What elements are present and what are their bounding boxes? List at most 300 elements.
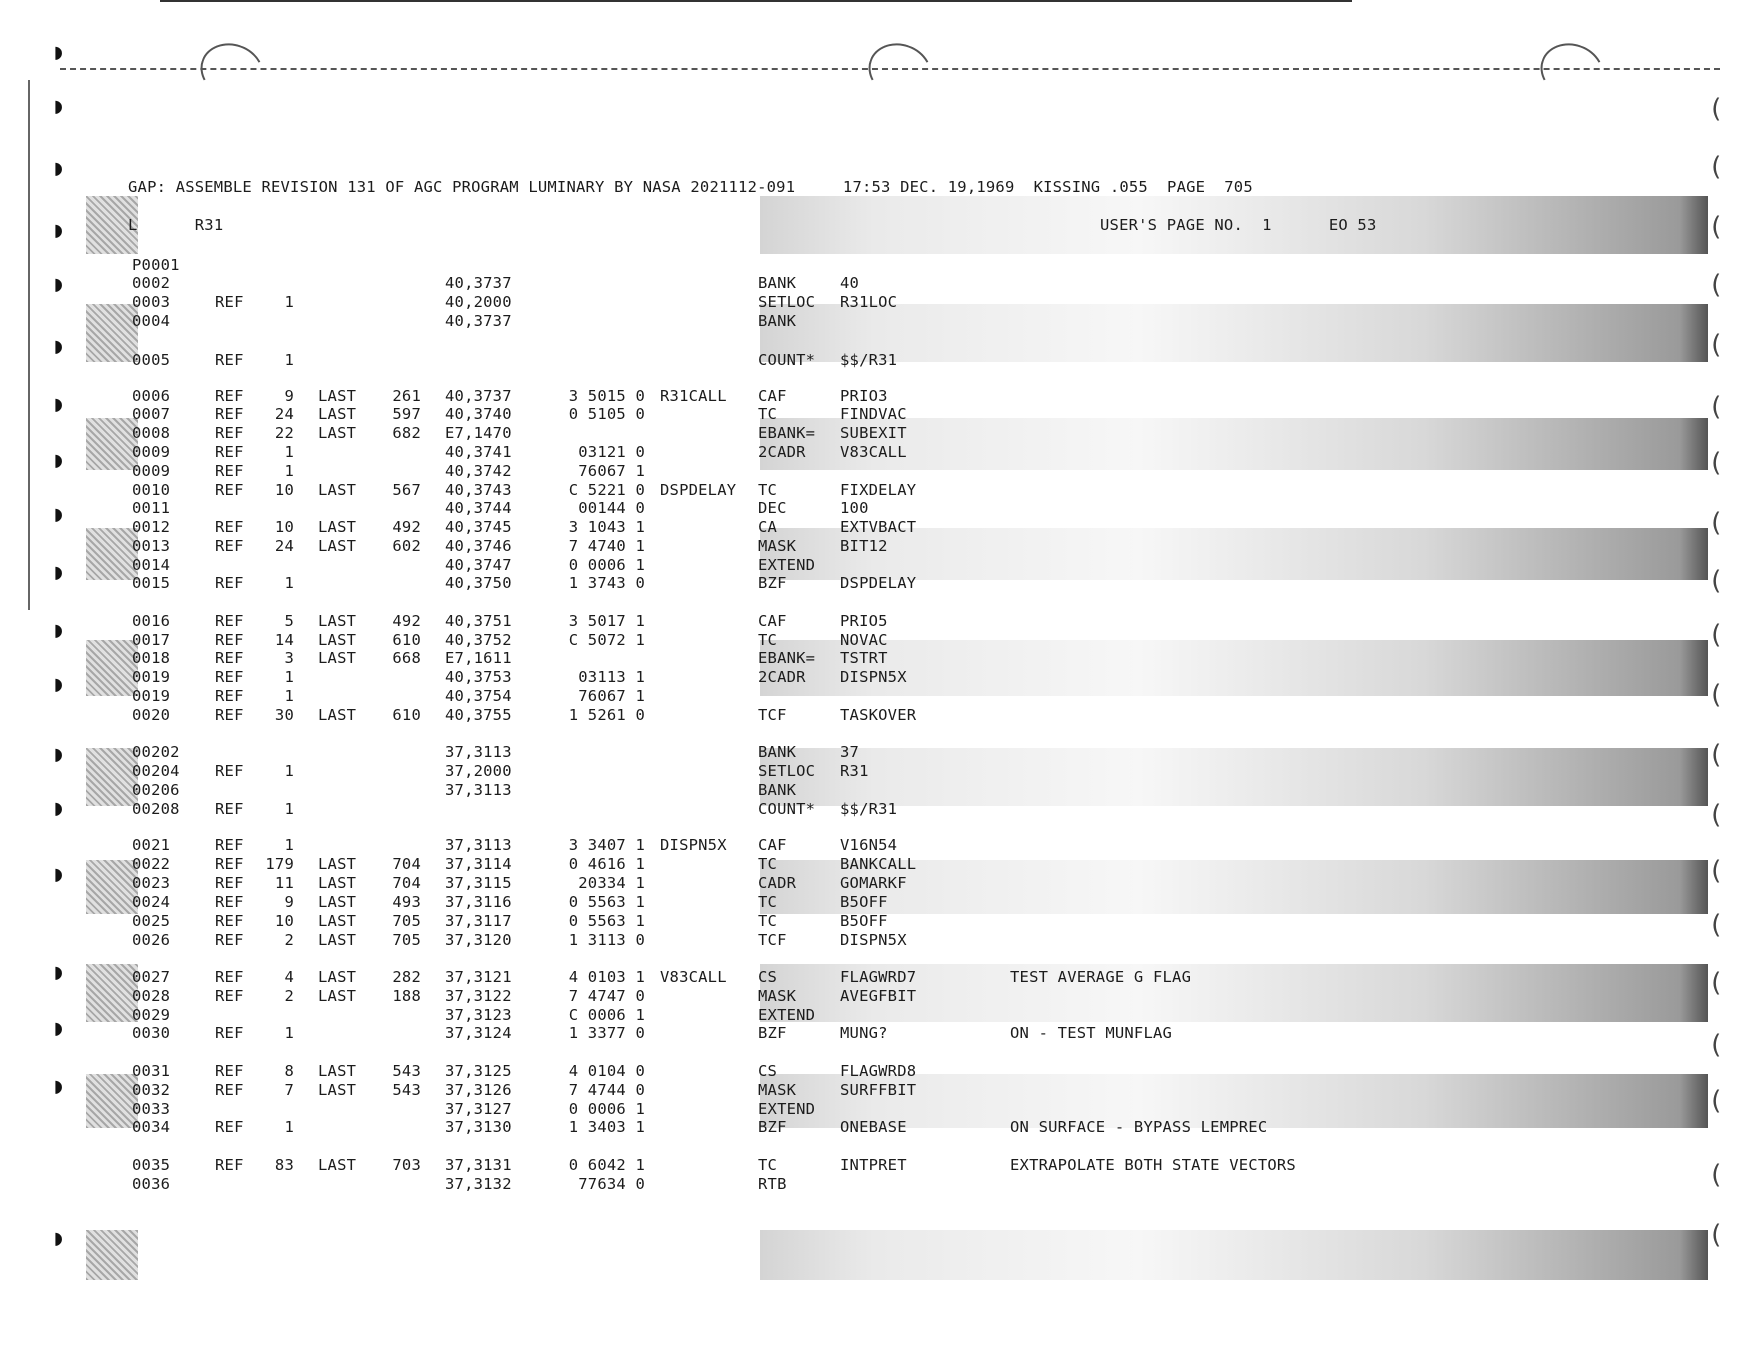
cell-op: MASK [758, 1081, 797, 1099]
cell-op: TCF [758, 706, 787, 724]
cell-ref: REF [215, 405, 244, 423]
cell-lastnum: 492 [392, 518, 421, 536]
cell-addr: 37,3121 [445, 968, 512, 986]
header-title: GAP: ASSEMBLE REVISION 131 OF AGC PROGRAM LUMINARY BY NASA 2021112-091 [128, 178, 796, 196]
clip-mark: ◗ [52, 796, 66, 821]
cell-op: SETLOC [758, 762, 816, 780]
cell-word: 1 3403 1 [568, 1118, 645, 1136]
cell-op: CA [758, 518, 778, 536]
cell-op: MASK [758, 987, 797, 1005]
clip-mark: ◗ [52, 1226, 66, 1251]
binder-hole [193, 35, 272, 108]
binder-hole [1533, 35, 1612, 108]
cell-word: 3 5015 0 [568, 387, 645, 405]
cell-ref: REF [215, 987, 244, 1005]
cell-count: 10 [274, 912, 294, 930]
cell-operand: ONEBASE [840, 1118, 907, 1136]
margin-mark: ( [1708, 740, 1724, 770]
cell-lastnum: 610 [392, 631, 421, 649]
cell-op: BZF [758, 574, 787, 592]
cell-addr: 40,2000 [445, 293, 512, 311]
cell-ref: REF [215, 762, 244, 780]
cell-ref: REF [215, 631, 244, 649]
cell-ref: REF [215, 874, 244, 892]
cell-addr: 40,3737 [445, 312, 512, 330]
cell-word: 77634 0 [578, 1175, 645, 1193]
margin-mark: ( [1708, 152, 1724, 182]
cell-op: COUNT* [758, 351, 816, 369]
cell-operand: INTPRET [840, 1156, 907, 1174]
cell-last: LAST [318, 874, 357, 892]
cell-ref: REF [215, 912, 244, 930]
cell-addr: 40,3740 [445, 405, 512, 423]
cell-label: DSPDELAY [660, 481, 737, 499]
cell-addr: 37,3132 [445, 1175, 512, 1193]
cell-op: TC [758, 481, 778, 499]
cell-addr: 37,3131 [445, 1156, 512, 1174]
cell-seq: 0018 [132, 649, 171, 667]
cell-seq: 0011 [132, 499, 171, 517]
cell-lastnum: 261 [392, 387, 421, 405]
cell-addr: 37,2000 [445, 762, 512, 780]
cell-op: RTB [758, 1175, 787, 1193]
cell-addr: E7,1611 [445, 649, 512, 667]
clip-mark: ◗ [52, 502, 66, 527]
cell-ref: REF [215, 424, 244, 442]
cell-last: LAST [318, 481, 357, 499]
cell-ref: REF [215, 855, 244, 873]
cell-operand: PRIO5 [840, 612, 888, 630]
cell-op: TC [758, 893, 778, 911]
cell-count: 1 [284, 668, 294, 686]
cell-lastnum: 493 [392, 893, 421, 911]
cell-addr: 37,3120 [445, 931, 512, 949]
cell-seq: 0019 [132, 668, 171, 686]
cell-label: V83CALL [660, 968, 727, 986]
cell-word: 1 3377 0 [568, 1024, 645, 1042]
cell-op: 2CADR [758, 443, 806, 461]
cell-seq: 00204 [132, 762, 180, 780]
cell-op: BZF [758, 1118, 787, 1136]
cell-count: 1 [284, 800, 294, 818]
margin-mark: ( [1708, 1086, 1724, 1116]
listing-header [128, 178, 1253, 196]
cell-last: LAST [318, 706, 357, 724]
margin-mark: ( [1708, 1220, 1724, 1250]
cell-last: LAST [318, 518, 357, 536]
cell-op: EXTEND [758, 556, 816, 574]
cell-lastnum: 282 [392, 968, 421, 986]
cell-op: BANK [758, 274, 797, 292]
margin-mark: ( [1708, 680, 1724, 710]
cell-operand: R31LOC [840, 293, 898, 311]
cell-word: 03113 1 [578, 668, 645, 686]
cell-op: TC [758, 855, 778, 873]
cell-addr: 40,3755 [445, 706, 512, 724]
cell-lastnum: 668 [392, 649, 421, 667]
cell-last: LAST [318, 424, 357, 442]
shading-band-left [86, 1074, 138, 1128]
cell-addr: 37,3124 [445, 1024, 512, 1042]
subheader-prefix: L [128, 216, 138, 234]
cell-word: 7 4744 0 [568, 1081, 645, 1099]
cell-op: TC [758, 405, 778, 423]
cell-op: TC [758, 912, 778, 930]
cell-op: BANK [758, 781, 797, 799]
cell-operand: NOVAC [840, 631, 888, 649]
clip-mark: ◗ [52, 742, 66, 767]
margin-mark: ( [1708, 620, 1724, 650]
cell-word: 3 5017 1 [568, 612, 645, 630]
cell-operand: $$/R31 [840, 800, 898, 818]
cell-ref: REF [215, 1024, 244, 1042]
clip-mark: ◗ [52, 218, 66, 243]
cell-word: 4 0103 1 [568, 968, 645, 986]
cell-addr: 40,3745 [445, 518, 512, 536]
cell-seq: 0030 [132, 1024, 171, 1042]
shading-band-left [86, 964, 138, 1022]
cell-operand: V83CALL [840, 443, 907, 461]
cell-operand: DISPN5X [840, 931, 907, 949]
cell-operand: B5OFF [840, 893, 888, 911]
cell-operand: DSPDELAY [840, 574, 917, 592]
cell-ref: REF [215, 537, 244, 555]
cell-last: LAST [318, 931, 357, 949]
cell-seq: 0036 [132, 1175, 171, 1193]
cell-operand: SUBEXIT [840, 424, 907, 442]
cell-seq: 0015 [132, 574, 171, 592]
cell-word: 76067 1 [578, 687, 645, 705]
routine-name: R31 [194, 216, 224, 234]
cell-op: SETLOC [758, 293, 816, 311]
cell-count: 22 [274, 424, 294, 442]
cell-ref: REF [215, 387, 244, 405]
cell-ref: REF [215, 968, 244, 986]
cell-last: LAST [318, 612, 357, 630]
cell-ref: REF [215, 1156, 244, 1174]
cell-ref: REF [215, 574, 244, 592]
cell-seq: 0025 [132, 912, 171, 930]
margin-mark: ( [1708, 448, 1724, 478]
cell-count: 8 [284, 1062, 294, 1080]
cell-addr: 37,3125 [445, 1062, 512, 1080]
cell-lastnum: 597 [392, 405, 421, 423]
cell-count: 14 [274, 631, 294, 649]
cell-op: EBANK= [758, 649, 816, 667]
cell-word: 0 6042 1 [568, 1156, 645, 1174]
cell-word: 00144 0 [578, 499, 645, 517]
cell-seq: 0005 [132, 351, 171, 369]
cell-op: BZF [758, 1024, 787, 1042]
cell-word: 3 3407 1 [568, 836, 645, 854]
cell-operand: TASKOVER [840, 706, 917, 724]
cell-lastnum: 543 [392, 1081, 421, 1099]
cell-comment: ON SURFACE - BYPASS LEMPREC [1010, 1118, 1268, 1136]
cell-addr: 37,3122 [445, 987, 512, 1005]
clip-mark: ◗ [52, 618, 66, 643]
cell-ref: REF [215, 351, 244, 369]
cell-seq: 0023 [132, 874, 171, 892]
cell-word: 0 0006 1 [568, 556, 645, 574]
cell-op: EXTEND [758, 1100, 816, 1118]
cell-operand: 37 [840, 743, 860, 761]
cell-count: 7 [284, 1081, 294, 1099]
clip-mark: ◗ [52, 672, 66, 697]
cell-op: MASK [758, 537, 797, 555]
cell-ref: REF [215, 706, 244, 724]
cell-op: TC [758, 631, 778, 649]
cell-last: LAST [318, 1081, 357, 1099]
cell-last: LAST [318, 855, 357, 873]
cell-lastnum: 704 [392, 874, 421, 892]
cell-op: COUNT* [758, 800, 816, 818]
cell-op: EBANK= [758, 424, 816, 442]
cell-ref: REF [215, 612, 244, 630]
cell-seq: 00208 [132, 800, 180, 818]
cell-addr: 40,3746 [445, 537, 512, 555]
cell-seq: 0035 [132, 1156, 171, 1174]
cell-ref: REF [215, 836, 244, 854]
cell-last: LAST [318, 405, 357, 423]
cell-seq: 0026 [132, 931, 171, 949]
cell-ref: REF [215, 1118, 244, 1136]
cell-seq: 0014 [132, 556, 171, 574]
users-page-label: USER'S PAGE NO. [1100, 216, 1243, 234]
cell-addr: 37,3123 [445, 1006, 512, 1024]
cell-lastnum: 705 [392, 931, 421, 949]
cell-last: LAST [318, 387, 357, 405]
cell-ref: REF [215, 800, 244, 818]
subheader-right [1100, 216, 1376, 234]
cell-lastnum: 602 [392, 537, 421, 555]
cell-comment: ON - TEST MUNFLAG [1010, 1024, 1173, 1042]
cell-seq: 0019 [132, 687, 171, 705]
cell-addr: 37,3113 [445, 781, 512, 799]
cell-seq: 0016 [132, 612, 171, 630]
cell-addr: 37,3115 [445, 874, 512, 892]
cell-operand: GOMARKF [840, 874, 907, 892]
cell-addr: 37,3117 [445, 912, 512, 930]
cell-seq: 0012 [132, 518, 171, 536]
shading-band-left [86, 640, 138, 696]
cell-comment: TEST AVERAGE G FLAG [1010, 968, 1192, 986]
cell-ref: REF [215, 1062, 244, 1080]
margin-mark: ( [1708, 1160, 1724, 1190]
cell-addr: 40,3743 [445, 481, 512, 499]
page-label: PAGE [1167, 178, 1206, 196]
cell-lastnum: 703 [392, 1156, 421, 1174]
cell-seq: 0022 [132, 855, 171, 873]
cell-seq: 0006 [132, 387, 171, 405]
cell-count: 1 [284, 1024, 294, 1042]
clip-mark: ◗ [52, 156, 66, 181]
cell-addr: 40,3744 [445, 499, 512, 517]
shading-band [760, 748, 1708, 806]
clip-mark: ◗ [52, 40, 66, 65]
cell-word: 0 5563 1 [568, 893, 645, 911]
cell-lastnum: 543 [392, 1062, 421, 1080]
clip-mark: ◗ [52, 1016, 66, 1041]
cell-count: 1 [284, 351, 294, 369]
cell-op: CAF [758, 612, 787, 630]
margin-mark: ( [1708, 330, 1724, 360]
cell-count: 1 [284, 443, 294, 461]
cell-seq: 0013 [132, 537, 171, 555]
cell-ref: REF [215, 668, 244, 686]
margin-mark: ( [1708, 1030, 1724, 1060]
cell-count: 1 [284, 762, 294, 780]
cell-word: 03121 0 [578, 443, 645, 461]
margin-mark: ( [1708, 566, 1724, 596]
cell-count: 3 [284, 649, 294, 667]
cell-operand: SURFFBIT [840, 1081, 917, 1099]
cell-ref: REF [215, 687, 244, 705]
cell-count: 1 [284, 836, 294, 854]
cell-count: 1 [284, 1118, 294, 1136]
cell-last: LAST [318, 1062, 357, 1080]
cell-operand: TSTRT [840, 649, 888, 667]
cell-ref: REF [215, 931, 244, 949]
cell-word: 0 5563 1 [568, 912, 645, 930]
header-user: KISSING .055 [1033, 178, 1148, 196]
cell-lastnum: 610 [392, 706, 421, 724]
cell-seq: 0033 [132, 1100, 171, 1118]
cell-operand: AVEGFBIT [840, 987, 917, 1005]
cell-operand: DISPN5X [840, 668, 907, 686]
cell-ref: REF [215, 1081, 244, 1099]
cell-word: 0 5105 0 [568, 405, 645, 423]
cell-last: LAST [318, 968, 357, 986]
margin-mark: ( [1708, 856, 1724, 886]
cell-last: LAST [318, 649, 357, 667]
cell-seq: 00206 [132, 781, 180, 799]
cell-seq: 0027 [132, 968, 171, 986]
cell-seq: 00202 [132, 743, 180, 761]
cell-word: 7 4747 0 [568, 987, 645, 1005]
cell-op: CAF [758, 836, 787, 854]
cell-last: LAST [318, 1156, 357, 1174]
cell-word: 20334 1 [578, 874, 645, 892]
cell-ref: REF [215, 649, 244, 667]
cell-seq: 0024 [132, 893, 171, 911]
margin-mark: ( [1708, 508, 1724, 538]
cell-seq: 0004 [132, 312, 171, 330]
cell-seq: 0021 [132, 836, 171, 854]
page-number: 705 [1224, 178, 1253, 196]
cell-count: 24 [274, 537, 294, 555]
top-rule [160, 0, 1352, 2]
cell-count: 2 [284, 931, 294, 949]
cell-seq: 0003 [132, 293, 171, 311]
shading-band-left [86, 748, 138, 806]
cell-lastnum: 492 [392, 612, 421, 630]
first-card: P0001 [132, 256, 180, 274]
cell-operand: B5OFF [840, 912, 888, 930]
cell-count: 1 [284, 574, 294, 592]
cell-label: R31CALL [660, 387, 727, 405]
cell-operand: BANKCALL [840, 855, 917, 873]
cell-operand: FLAGWRD7 [840, 968, 917, 986]
cell-seq: 0009 [132, 443, 171, 461]
cell-addr: 40,3747 [445, 556, 512, 574]
users-page-number: 1 [1262, 216, 1272, 234]
clip-mark: ◗ [52, 94, 66, 119]
cell-operand: $$/R31 [840, 351, 898, 369]
header-timestamp: 17:53 DEC. 19,1969 [842, 178, 1015, 196]
cell-ref: REF [215, 893, 244, 911]
cell-seq: 0031 [132, 1062, 171, 1080]
cell-ref: REF [215, 518, 244, 536]
cell-addr: 40,3737 [445, 387, 512, 405]
cell-word: 1 3113 0 [568, 931, 645, 949]
cell-count: 179 [265, 855, 294, 873]
clip-mark: ◗ [52, 392, 66, 417]
cell-seq: 0010 [132, 481, 171, 499]
cell-seq: 0034 [132, 1118, 171, 1136]
cell-ref: REF [215, 481, 244, 499]
shading-band-left [86, 304, 138, 362]
shading-band-left [86, 1230, 138, 1280]
cell-operand: FLAGWRD8 [840, 1062, 917, 1080]
cell-addr: 40,3751 [445, 612, 512, 630]
cell-word: 3 1043 1 [568, 518, 645, 536]
cell-last: LAST [318, 893, 357, 911]
cell-addr: 40,3753 [445, 668, 512, 686]
shading-band-left [86, 860, 138, 914]
cell-count: 9 [284, 387, 294, 405]
cell-word: 4 0104 0 [568, 1062, 645, 1080]
cell-addr: 37,3126 [445, 1081, 512, 1099]
cell-lastnum: 567 [392, 481, 421, 499]
cell-lastnum: 188 [392, 987, 421, 1005]
cell-count: 24 [274, 405, 294, 423]
margin-mark: ( [1708, 392, 1724, 422]
clip-mark: ◗ [52, 960, 66, 985]
cell-count: 10 [274, 518, 294, 536]
left-margin-rule [28, 80, 30, 610]
cell-last: LAST [318, 987, 357, 1005]
eo-number: EO 53 [1328, 216, 1377, 234]
cell-op: CS [758, 1062, 778, 1080]
cell-last: LAST [318, 537, 357, 555]
cell-lastnum: 682 [392, 424, 421, 442]
cell-op: BANK [758, 743, 797, 761]
clip-mark: ◗ [52, 862, 66, 887]
cell-op: CAF [758, 387, 787, 405]
cell-seq: 0032 [132, 1081, 171, 1099]
cell-ref: REF [215, 443, 244, 461]
subheader-left [128, 216, 223, 234]
cell-count: 2 [284, 987, 294, 1005]
cell-word: 1 5261 0 [568, 706, 645, 724]
cell-count: 1 [284, 293, 294, 311]
cell-count: 30 [274, 706, 294, 724]
shading-band [760, 1230, 1708, 1280]
cell-operand: BIT12 [840, 537, 888, 555]
cell-seq: 0007 [132, 405, 171, 423]
cell-count: 4 [284, 968, 294, 986]
cell-seq: 0029 [132, 1006, 171, 1024]
cell-count: 9 [284, 893, 294, 911]
cell-addr: 37,3114 [445, 855, 512, 873]
cell-lastnum: 704 [392, 855, 421, 873]
cell-op: TC [758, 1156, 778, 1174]
cell-addr: 40,3752 [445, 631, 512, 649]
cell-count: 11 [274, 874, 294, 892]
cell-count: 5 [284, 612, 294, 630]
cell-word: C 5072 1 [568, 631, 645, 649]
cell-seq: 0020 [132, 706, 171, 724]
